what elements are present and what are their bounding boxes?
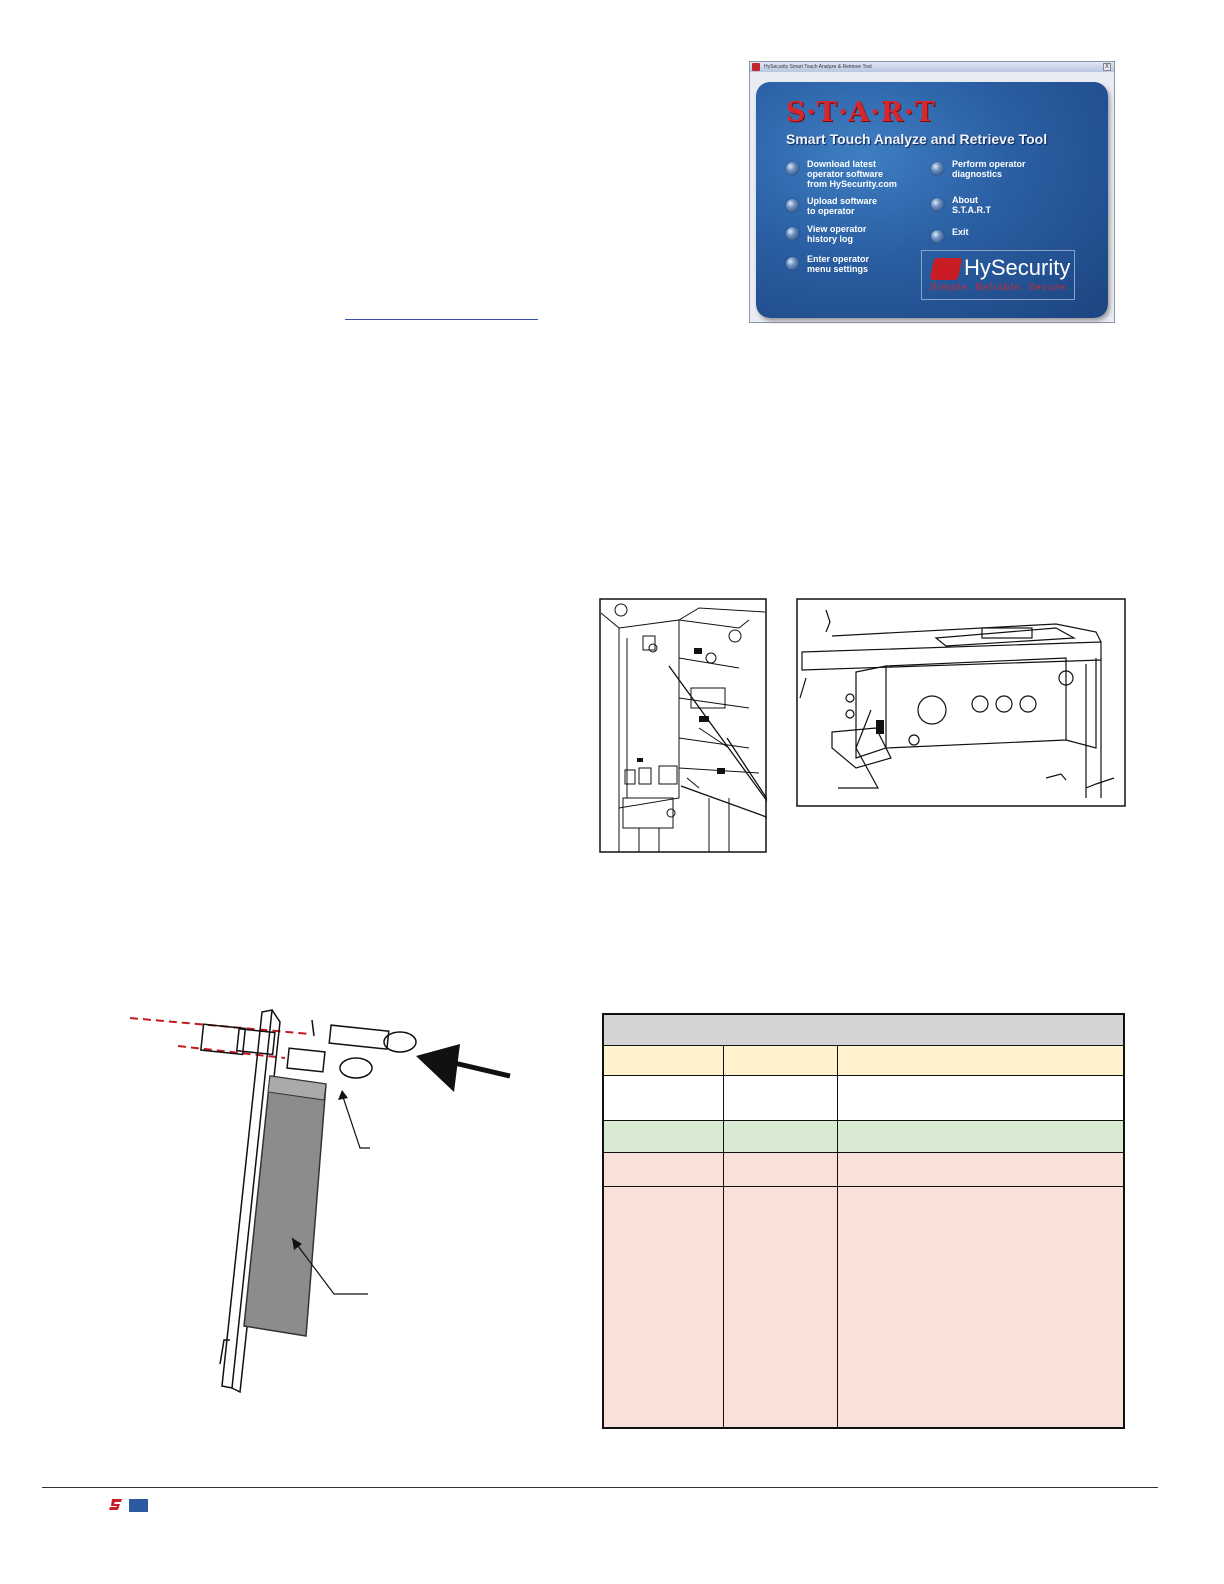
start-subtitle: Smart Touch Analyze and Retrieve Tool (786, 131, 1048, 147)
menu-diagnostics[interactable] (931, 159, 1026, 179)
table-row (604, 1076, 1123, 1120)
enclosure-interior-illustration (599, 598, 767, 853)
start-titlebar (750, 62, 1114, 72)
table-header (604, 1015, 1123, 1045)
nice-logo-badge (129, 1499, 148, 1512)
menu-label: About S.T.A.R.T (952, 195, 992, 215)
start-main-panel (756, 82, 1108, 318)
menu-label: View operator history log (807, 224, 867, 244)
start-app-screenshot (749, 61, 1115, 323)
bullet-button-icon[interactable] (786, 199, 799, 212)
table-row (604, 1121, 1123, 1152)
bullet-button-icon[interactable] (786, 162, 799, 175)
menu-label: Exit (952, 227, 969, 237)
hysecurity-logo (921, 250, 1075, 300)
menu-label: Upload software to operator (807, 196, 878, 216)
spec-table (602, 1013, 1125, 1429)
board-illustration (120, 1000, 530, 1400)
bullet-button-icon[interactable] (931, 230, 944, 243)
menu-enter-settings[interactable] (786, 254, 869, 274)
menu-exit[interactable] (931, 227, 969, 243)
menu-label: Perform operator diagnostics (952, 159, 1026, 179)
menu-about[interactable] (931, 195, 991, 215)
menu-upload-software[interactable] (786, 196, 877, 216)
menu-label: Enter operator menu settings (807, 254, 870, 274)
bullet-button-icon[interactable] (931, 198, 944, 211)
footer-rule (42, 1487, 1158, 1488)
hysecurity-mark-icon (930, 258, 963, 280)
enclosure-exterior-illustration (796, 598, 1126, 808)
menu-view-history[interactable] (786, 224, 866, 244)
window-title: HySecurity Smart Touch Analyze & Retrieve Tool (764, 64, 872, 70)
app-icon (752, 63, 760, 71)
hysecurity-logo-icon (109, 1497, 123, 1511)
close-button[interactable]: X (1104, 64, 1109, 70)
logo-brand: HySecurity (964, 255, 1071, 280)
table-row (604, 1187, 1123, 1427)
menu-download-software[interactable] (786, 159, 897, 189)
logo-tagline: Simple. Reliable. Secure. (930, 283, 1070, 293)
bullet-button-icon[interactable] (786, 257, 799, 270)
table-row (604, 1153, 1123, 1186)
menu-label: Download latest operator software from HySecurity.com (807, 159, 897, 189)
link-underline[interactable] (345, 319, 538, 320)
start-logo-title: S·T·A·R·T (786, 97, 936, 128)
bullet-button-icon[interactable] (931, 162, 944, 175)
table-row (604, 1046, 1123, 1075)
bullet-button-icon[interactable] (786, 227, 799, 240)
